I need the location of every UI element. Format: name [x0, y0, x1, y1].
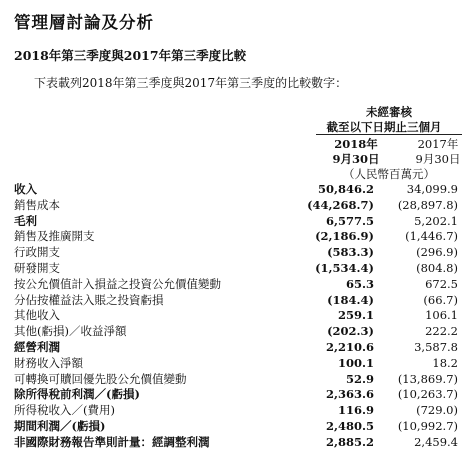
- section-subtitle: 2018年第三季度與2017年第三季度比較: [14, 48, 247, 63]
- table-row: [14, 403, 466, 419]
- value-2018: (202.3): [327, 324, 374, 339]
- value-2017: 3,587.8: [414, 339, 458, 354]
- row-label: 銷售成本: [14, 197, 60, 212]
- row-label: 研發開支: [14, 260, 60, 275]
- row-label: 銷售及推廣開支: [14, 229, 95, 244]
- value-2018: (1,534.4): [315, 260, 374, 275]
- value-2018: 65.3: [345, 276, 374, 291]
- header-unaudited: 未經審核: [366, 105, 412, 119]
- value-2017: 34,099.9: [406, 182, 458, 196]
- value-2017: (66.7): [423, 292, 458, 307]
- row-label: 非國際財務報告準則計量：經調整利潤: [14, 434, 210, 449]
- row-label: 可轉換可贖回優先股公允價值變動: [14, 371, 187, 386]
- value-2018: 116.9: [337, 403, 374, 418]
- row-label: 財務收入淨額: [14, 355, 83, 370]
- row-label: 毛利: [14, 213, 37, 228]
- value-2017: 222.2: [425, 324, 458, 339]
- intro-text: 下表載列2018年第三季度與2017年第三季度的比較數字：: [34, 76, 348, 90]
- table-row: [14, 293, 466, 309]
- page-title: 管理層討論及分析: [14, 13, 154, 32]
- value-2017: 5,202.1: [414, 213, 458, 228]
- value-2017: (296.9): [416, 245, 458, 260]
- row-label: 經營利潤: [14, 339, 60, 354]
- header-date-2018: 9月30日: [332, 152, 380, 166]
- header-rule: [316, 134, 462, 135]
- table-row: [14, 277, 466, 293]
- header-date-2017: 9月30日: [415, 152, 461, 166]
- table-row: [14, 387, 466, 403]
- value-2017: 18.2: [432, 355, 458, 370]
- value-2018: 6,577.5: [325, 213, 374, 228]
- table-row: [14, 324, 466, 340]
- header-unit: （人民幣百萬元）: [343, 167, 435, 181]
- value-2017: 106.1: [425, 308, 458, 323]
- row-label: 行政開支: [14, 245, 60, 260]
- value-2017: (729.0): [416, 403, 458, 418]
- value-2017: (10,992.7): [397, 418, 458, 433]
- row-label: 所得稅收入／(費用): [14, 403, 115, 418]
- value-2017: 672.5: [425, 276, 458, 291]
- value-2018: 2,885.2: [325, 434, 374, 449]
- table-row: [14, 214, 466, 230]
- table-row: [14, 356, 466, 372]
- value-2017: (13,869.7): [397, 371, 458, 386]
- row-label: 其他(虧損)／收益淨額: [14, 324, 127, 339]
- table-row: [14, 182, 466, 198]
- value-2017: (1,446.7): [405, 229, 458, 244]
- row-label: 按公允價值計入損益之投資公允價值變動: [14, 276, 221, 291]
- header-year-2018: 2018年: [334, 137, 378, 151]
- value-2018: 2,363.6: [325, 387, 374, 402]
- value-2017: (10,263.7): [397, 387, 458, 402]
- value-2017: (28,897.8): [397, 197, 458, 212]
- table-row: [14, 419, 466, 435]
- table-row: [14, 198, 466, 214]
- value-2018: 2,210.6: [325, 339, 374, 354]
- table-row: [14, 308, 466, 324]
- value-2018: (583.3): [327, 245, 374, 260]
- row-label: 分佔按權益法入賬之投資虧損: [14, 292, 164, 307]
- value-2017: 2,459.4: [414, 434, 458, 449]
- value-2018: (44,268.7): [307, 197, 374, 212]
- table-row: [14, 261, 466, 277]
- value-2018: 52.9: [345, 371, 374, 386]
- table-row: [14, 372, 466, 388]
- value-2018: 100.1: [337, 355, 374, 370]
- row-label: 收入: [14, 182, 37, 196]
- row-label: 期間利潤／(虧損): [14, 418, 106, 433]
- header-period: 截至以下日期止三個月: [326, 120, 442, 134]
- value-2018: 2,480.5: [325, 418, 374, 433]
- financial-table: [14, 182, 466, 451]
- table-row: [14, 435, 466, 451]
- row-label: 其他收入: [14, 308, 60, 323]
- value-2018: (2,186.9): [315, 229, 374, 244]
- table-row: [14, 229, 466, 245]
- row-label: 除所得稅前利潤／(虧損): [14, 387, 140, 402]
- value-2018: 50,846.2: [317, 182, 374, 196]
- value-2017: (804.8): [416, 260, 458, 275]
- table-row: [14, 245, 466, 261]
- table-row: [14, 340, 466, 356]
- value-2018: (184.4): [327, 292, 374, 307]
- value-2018: 259.1: [337, 308, 374, 323]
- header-year-2017: 2017年: [417, 137, 459, 151]
